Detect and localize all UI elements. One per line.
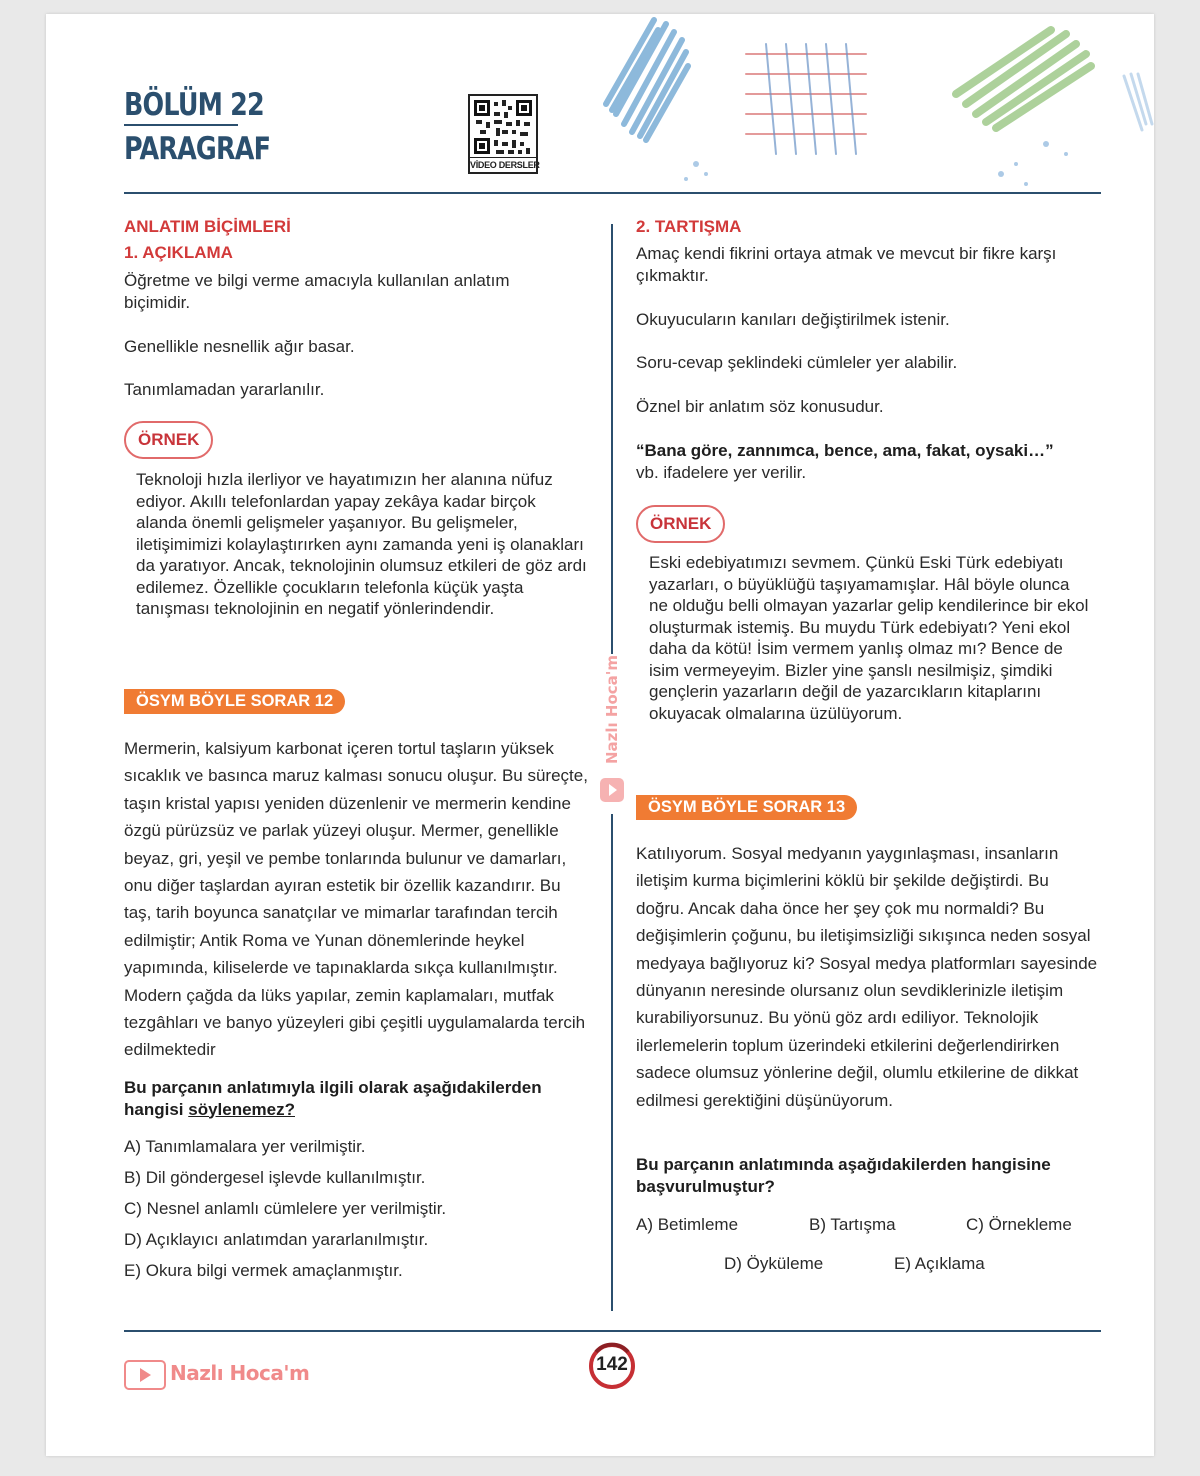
passage-13: Katılıyorum. Sosyal medyanın yaygınlaşması, insanların iletişim kurma biçimlerini köklü bir şekilde değiştirdi. Bu doğru. Ancak daha önce her şey çok mu normaldi? Bu değişimlerin çoğunu, bu iletişimsizliği sıkışınca neden sosyal medyaya bağlıyoruz ki? Sosyal medya platformları sayesinde dünyanın neresinde olursanız olun sevdiklerinizle iletişim kurabiliyorsunuz. Bu yönü göz ardı ediliyor. Teknolojik ilerlemelerin toplum üzerindeki etkilerini değerlendirirken sadece olumsuz yönlerine değil, olumlu etkilerine de dikkat edilmesi gerektiğini düşünüyorum. [636, 844, 1098, 1110]
option-13-d[interactable]: D) Öyküleme [724, 1254, 824, 1273]
chapter-title: BÖLÜM 22 [124, 87, 264, 123]
tartisma-point-1: Okuyucuların kanıları değiştirilmek istenir. [636, 310, 950, 329]
example-text-right: Eski edebiyatımızı sevmem. Çünkü Eski Türk edebiyatı yazarları, o büyüklüğü taşıyamamışlar. Hâl böyle olunca ne olduğu belli olmayan yazarlar gelip kendilerince bir ekol oluşturmak istemiş. Bu muydu Türk edebiyatı? Yeni ekol daha da kötü! İsim vermem yanlış olmaz mı? Bence de isim vermeyeyim. Bizler yine şanslı nesilmişiz, şimdiki gençlerin yazarların değil de yazarcıkların kitaplarını okuyacak olmalarına üzülüyorum. [649, 553, 1089, 723]
youtube-play-icon [124, 1360, 166, 1390]
header-rule [124, 192, 1101, 194]
footer-brand: Nazlı Hoca'm [170, 1361, 310, 1385]
passage-12: Mermerin, kalsiyum karbonat içeren tortul taşların yüksek sıcaklık ve basınca maruz kalması sonucu oluşur. Bu süreçte, taşın kristal yapısı yeniden düzenlenir ve mermerin kendine özgü pürüzsüz ve parlak yüzeyi oluşur. Mermer, genellikle beyaz, gri, yeşil ve pembe tonlarında bulunur ve damarları, onu diğer taşlardan ayıran estetik bir özellik kazandırır. Bu taş, tarih boyunca sanatçılar ve mimarlar tarafından tercih edilmiştir; Antik Roma ve Yunan dönemlerinde heykel yapımında, kiliselerde ve tapınaklarda sıkça kullanılmıştır. Modern çağda da lüks yapılar, zemin kaplamaları, mutfak tezgâhları ve banyo yüzeyleri gibi çeşitli uygulamalarda tercih edilmektedir [124, 739, 588, 1060]
option-13-b[interactable]: B) Tartışma [809, 1215, 896, 1234]
connectives-note: vb. ifadelere yer verilir. [636, 462, 807, 482]
page-number: 142 [596, 1354, 628, 1375]
connectives-list: “Bana göre, zannımca, bence, ama, fakat, oysaki…” [636, 441, 1054, 460]
osym-tag-13: ÖSYM BÖYLE SORAR 13 [636, 795, 857, 820]
example-text-left: Teknoloji hızla ilerliyor ve hayatımızın her alanına nüfuz ediyor. Akıllı telefonlardan yapay zekâya kadar birçok alanda önemli gelişmeler yaşanıyor. Bu gelişmeler, iletişimimizi kolaylaştırırken aynı zamanda yeni iş olanakları da yaratıyor. Ancak, teknolojinin olumsuz etkileri de göz ardı edilemez. Özellikle çocukların telefonla küçük yaşta tanışması teknolojinin en negatif yönlerindendir. [136, 470, 587, 618]
option-13-c[interactable]: C) Örnekleme [966, 1215, 1072, 1234]
section-title: ANLATIM BİÇİMLERİ [124, 217, 291, 236]
book-page [46, 14, 1154, 1456]
option-12-c[interactable]: C) Nesnel anlamlı cümlelere yer verilmiştir. [124, 1199, 447, 1218]
question-12 [124, 1077, 574, 1120]
decorative-brush-strokes [546, 14, 1154, 194]
tartisma-definition: Amaç kendi fikrini ortaya atmak ve mevcut bir fikre karşı çıkmaktır. [636, 244, 1057, 285]
subsection-tartisma: 2. TARTIŞMA [636, 217, 742, 236]
osym-tag-12: ÖSYM BÖYLE SORAR 12 [124, 689, 345, 714]
option-12-d[interactable]: D) Açıklayıcı anlatımdan yararlanılmıştır. [124, 1230, 429, 1249]
column-divider-top [611, 224, 613, 654]
qr-caption: VİDEO DERSLER [470, 157, 536, 172]
option-13-a[interactable]: A) Betimleme [636, 1215, 739, 1234]
question-13: Bu parçanın anlatımında aşağıdakilerden hangisine başvurulmuştur? [636, 1155, 1051, 1196]
qr-pattern-icon [472, 98, 534, 156]
tartisma-point-4 [636, 440, 1106, 483]
option-12-a[interactable]: A) Tanımlamalara yer verilmiştir. [124, 1137, 366, 1156]
option-13-e[interactable]: E) Açıklama [894, 1254, 985, 1273]
play-icon [600, 778, 624, 802]
question-12-emphasis: söylenemez? [188, 1099, 295, 1119]
question-12-text: Bu parçanın anlatımıyla ilgili olarak aşağıdakilerden hangisi [124, 1078, 542, 1119]
option-12-b[interactable]: B) Dil göndergesel işlevde kullanılmıştır. [124, 1168, 426, 1187]
aciklama-point-1: Genellikle nesnellik ağır basar. [124, 337, 355, 356]
footer-rule [124, 1330, 1101, 1332]
column-divider-bottom [611, 814, 613, 1311]
subject-title: PARAGRAF [124, 131, 271, 167]
example-badge-left: ÖRNEK [124, 421, 213, 459]
example-badge-right: ÖRNEK [636, 505, 725, 543]
subsection-aciklama: 1. AÇIKLAMA [124, 243, 233, 262]
aciklama-definition: Öğretme ve bilgi verme amacıyla kullanılan anlatım biçimidir. [124, 271, 510, 312]
aciklama-point-2: Tanımlamadan yararlanılır. [124, 380, 325, 399]
divider-brand-vertical: Nazlı Hoca'm [603, 654, 621, 764]
qr-code[interactable] [468, 94, 538, 174]
tartisma-point-2: Soru-cevap şeklindeki cümleler yer alabilir. [636, 353, 958, 372]
title-underline [124, 124, 238, 126]
tartisma-point-3: Öznel bir anlatım söz konusudur. [636, 397, 884, 416]
option-12-e[interactable]: E) Okura bilgi vermek amaçlanmıştır. [124, 1261, 403, 1280]
